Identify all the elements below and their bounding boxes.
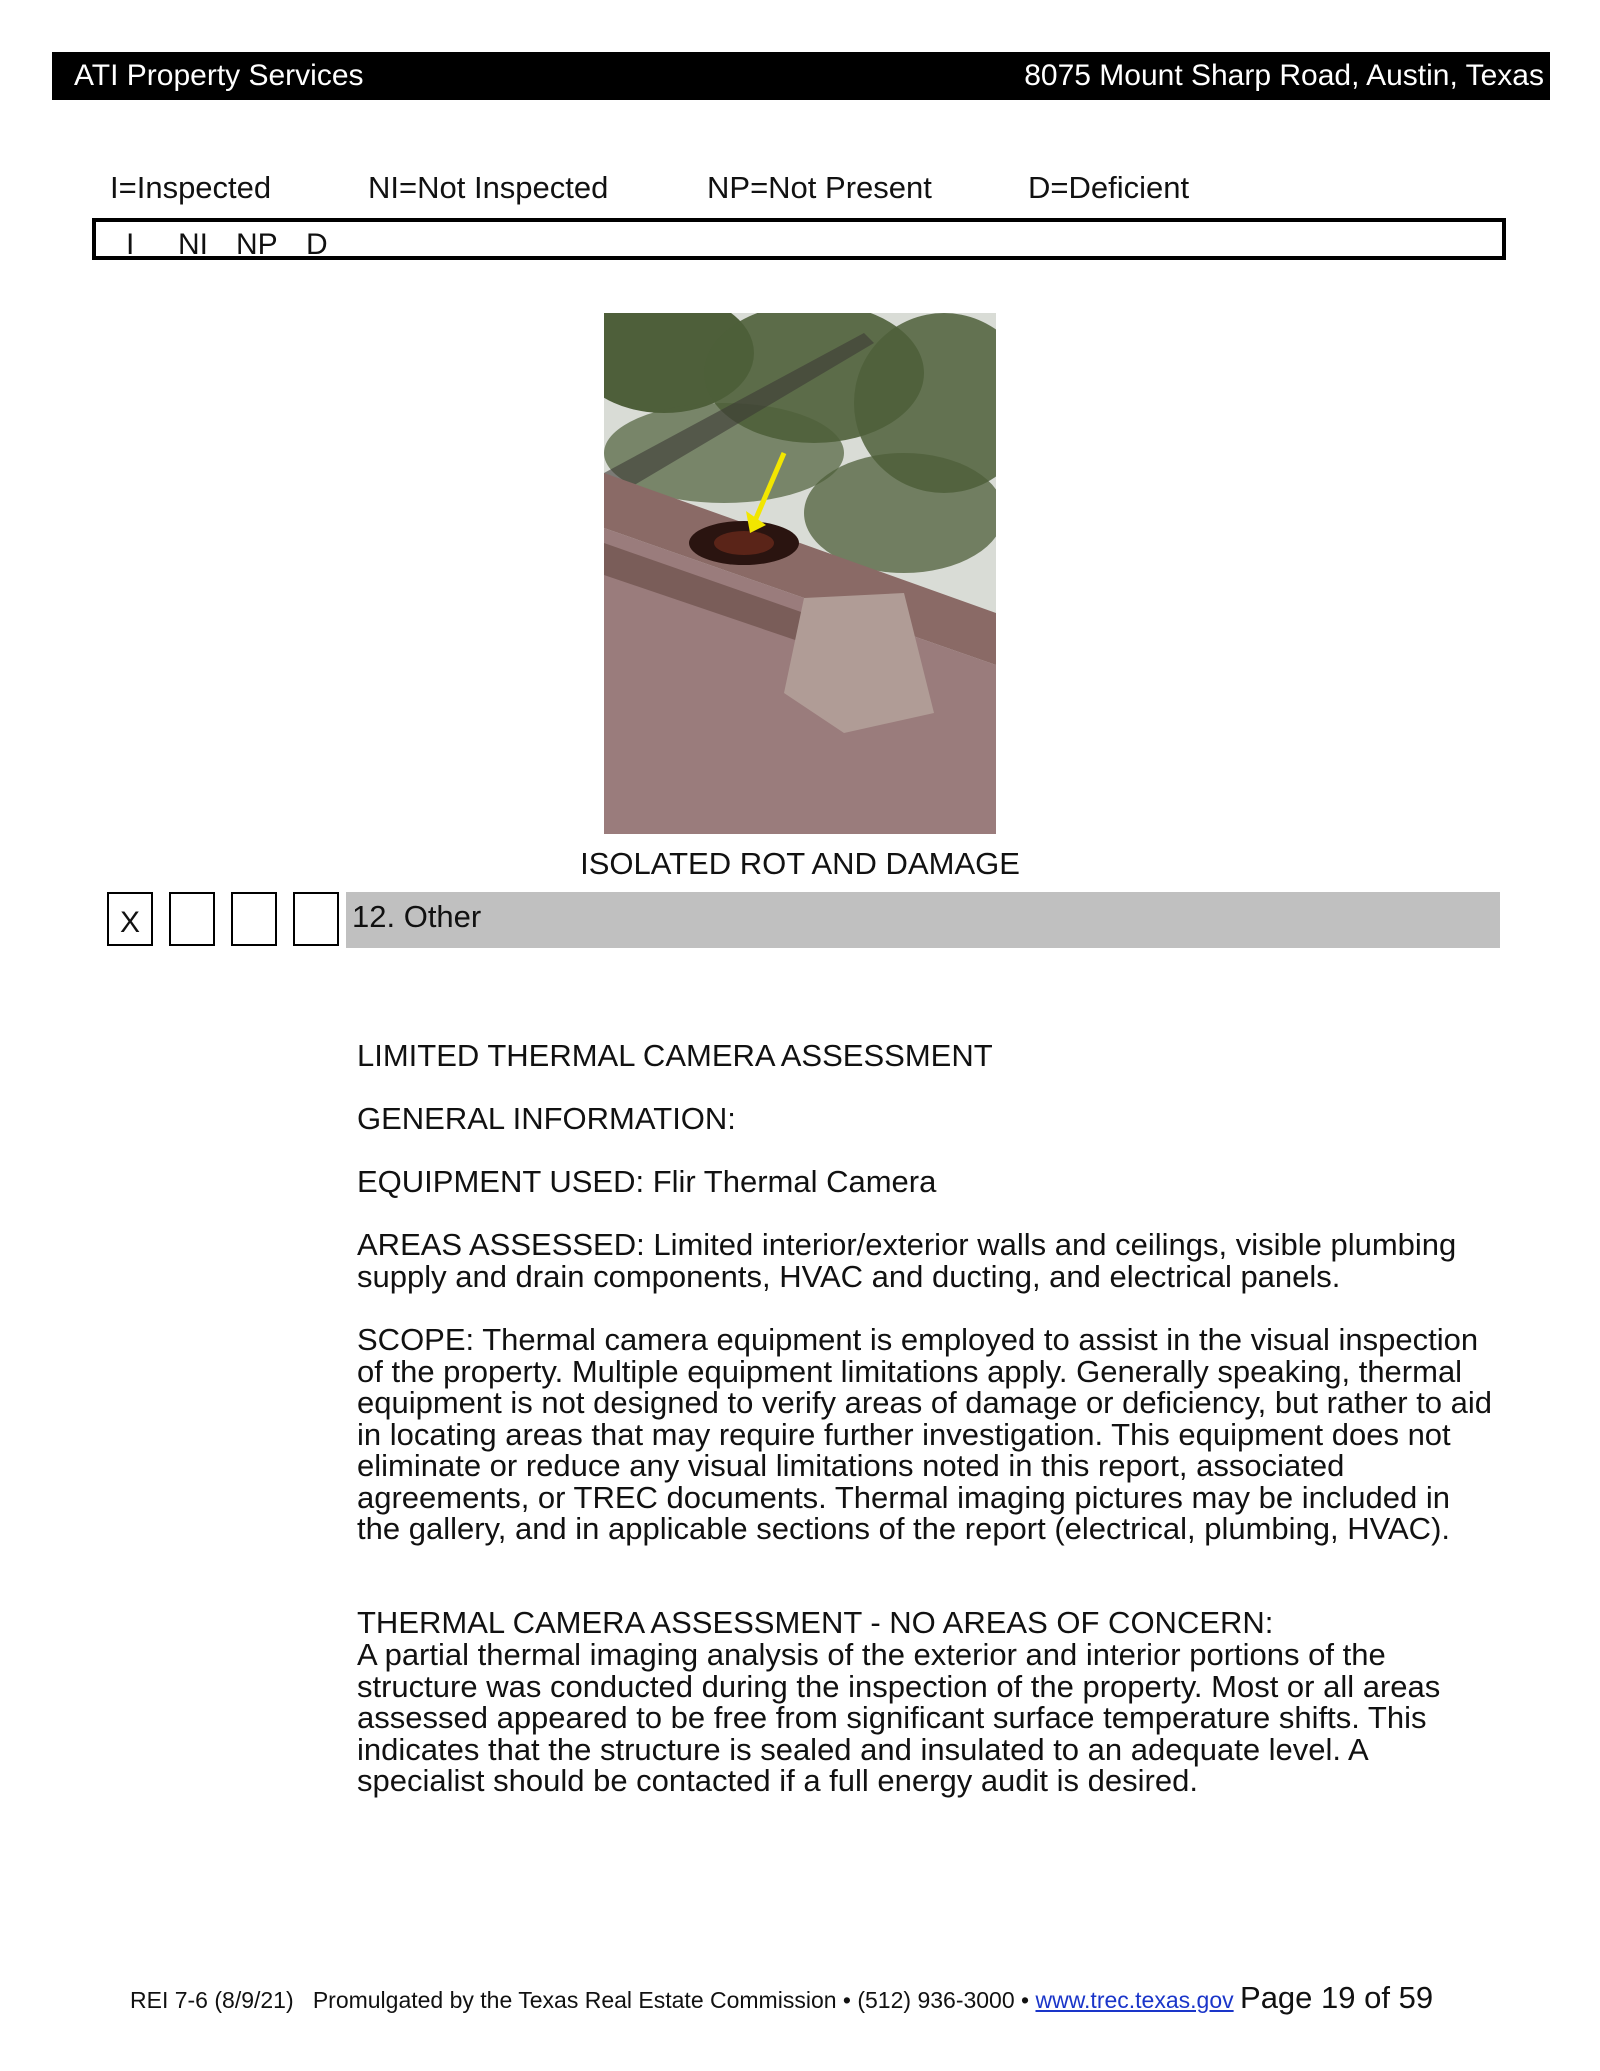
- checkbox-not-present[interactable]: [231, 892, 277, 946]
- column-np: NP: [236, 228, 278, 261]
- legend-deficient: D=Deficient: [1028, 170, 1190, 205]
- photo-caption: ISOLATED ROT AND DAMAGE: [580, 846, 1020, 881]
- legend-not-present: NP=Not Present: [707, 170, 932, 205]
- rot-damage-image: [604, 313, 996, 834]
- inspection-photo: [604, 313, 996, 834]
- page-footer: [130, 1980, 1433, 2016]
- form-number: REI 7-6 (8/9/21): [130, 1987, 294, 2013]
- checkbox-inspected[interactable]: X: [107, 892, 153, 946]
- column-i: I: [126, 228, 135, 261]
- company-name: ATI Property Services: [74, 59, 364, 92]
- promulgated-text: Promulgated by the Texas Real Estate Commission • (512) 936-3000 •: [312, 1987, 1030, 2013]
- trec-link[interactable]: www.trec.texas.gov: [1035, 1987, 1234, 2013]
- legend-inspected: I=Inspected: [110, 170, 272, 205]
- equipment-used: EQUIPMENT USED: Flir Thermal Camera: [357, 1164, 937, 1199]
- scope-paragraph: SCOPE: Thermal camera equipment is employed to assist in the visual inspection of the property. Multiple equipment limitations apply. Generally speaking, thermal equipment is not designed to verify areas of damage or deficiency, but rather to aid in locating areas that may require further investigation. This equipment does not eliminate or reduce any visual limitations noted in this report, associated agreements, or TREC documents. Thermal imaging pictures may be included in the gallery, and in applicable sections of the report (electrical, plumbing, HVAC).: [357, 1322, 1493, 1546]
- checkbox-not-inspected[interactable]: [169, 892, 215, 946]
- legend-not-inspected: NI=Not Inspected: [368, 170, 609, 205]
- column-header-box: [92, 218, 1506, 260]
- page-header: [52, 52, 1550, 100]
- column-d: D: [306, 228, 328, 261]
- page-number: Page 19 of 59: [1240, 1980, 1434, 2015]
- heading-thermal: LIMITED THERMAL CAMERA ASSESSMENT: [357, 1038, 993, 1073]
- section-title-bar: 12. Other: [346, 892, 1500, 948]
- assessment-body: A partial thermal imaging analysis of the exterior and interior portions of the structure was conducted during the inspection of the property. Most or all areas assessed appeared to be free from significant surface temperature shifts. This indicates that the structure is sealed and insulated to an adequate level. A specialist should be contacted if a full energy audit is desired.: [357, 1637, 1441, 1798]
- areas-assessed: AREAS ASSESSED: Limited interior/exterior walls and ceilings, visible plumbing supply and drain components, HVAC and ducting, and electrical panels.: [357, 1227, 1457, 1294]
- general-information: GENERAL INFORMATION:: [357, 1101, 736, 1136]
- assessment-title: THERMAL CAMERA ASSESSMENT - NO AREAS OF CONCERN:: [357, 1605, 1274, 1640]
- checkbox-deficient[interactable]: [293, 892, 339, 946]
- column-ni: NI: [178, 228, 208, 261]
- property-address: 8075 Mount Sharp Road, Austin, Texas: [1024, 59, 1544, 92]
